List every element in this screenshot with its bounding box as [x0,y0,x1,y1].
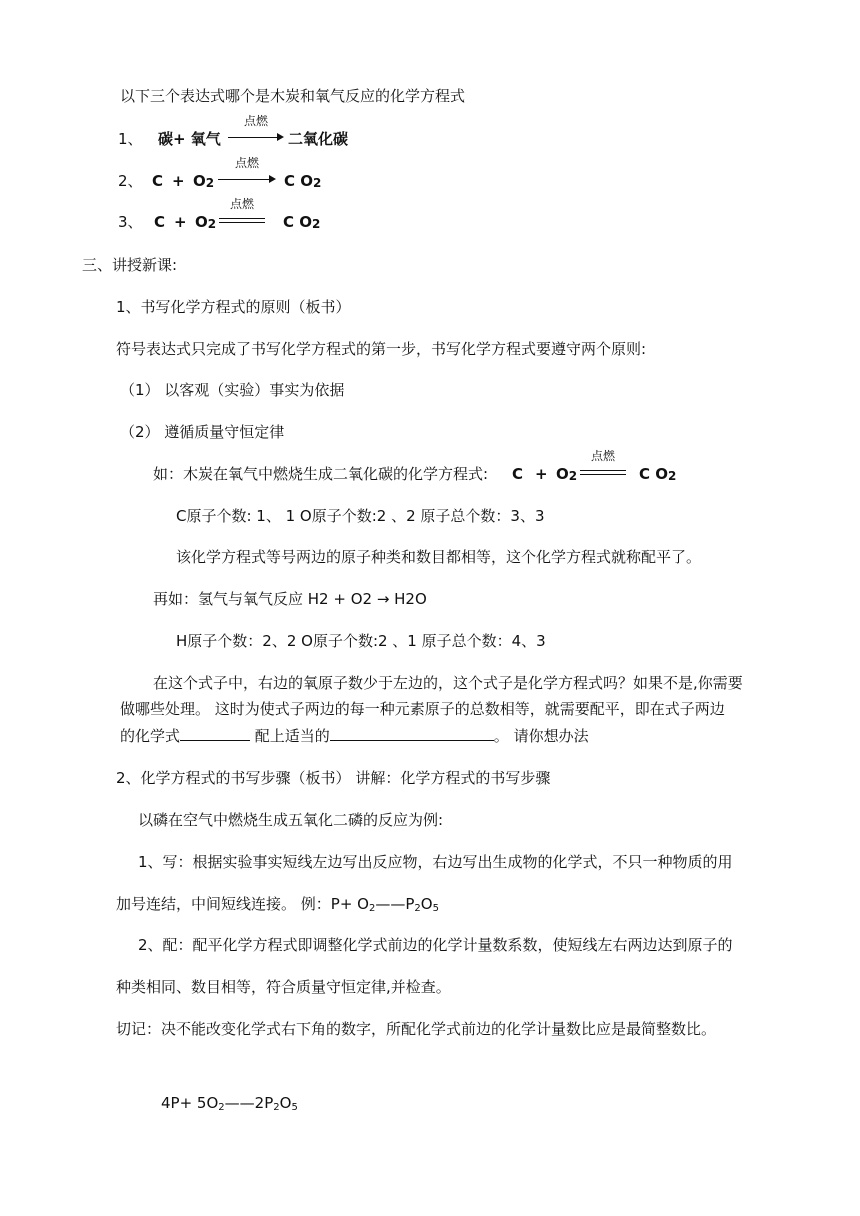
intro-question: 以下三个表达式哪个是木炭和氧气反应的化学方程式 [120,87,466,105]
atom-count-1: C原子个数: 1、 1 O原子个数:2 、2 原子总个数：3、3 [176,507,545,525]
principles-title: 1、书写化学方程式的原则（板书） [116,298,351,316]
example1-equals [580,449,626,483]
paragraph-line-3: 的化学式 配上适当的 。 请你想办法 [120,727,589,745]
steps-example-intro: 以磷在空气中燃烧生成五氧化二磷的反应为例: [138,811,444,829]
eq2-carbon: C [152,172,164,190]
eq2-number: 2、 [118,172,143,190]
caution-note: 切记：决不能改变化学式右下角的数字，所配化学式前边的化学计量数比应是最简整数比。 [116,1020,717,1038]
step2-line-2: 种类相同、数目相等，符合质量守恒定律,并检查。 [116,978,451,996]
eq2-arrow [218,156,276,190]
step2-line-1: 2、配：配平化学方程式即调整化学式前边的化学计量数系数，使短线左右两边达到原子的 [138,936,733,954]
eq2-condition: 点燃 [234,156,259,170]
example1-prefix: 如：木炭在氧气中燃烧生成二氧化碳的化学方程式: [153,465,489,483]
paragraph-line-1: 在这个式子中，右边的氧原子数少于左边的，这个式子是化学方程式吗？如果不是,你需要 [153,674,743,692]
example1-plus: + [535,465,548,483]
eq2-oxygen: O2 [193,172,215,190]
example1-carbon: C [512,465,524,483]
example1-condition: 点燃 [590,449,615,463]
eq3-condition: 点燃 [229,197,254,211]
eq2-product: C O2 [284,172,322,190]
eq3-number: 3、 [118,213,143,231]
step1-line-1: 1、写：根据实验事实短线左边写出反应物，右边写出生成物的化学式，不只一种物质的用 [138,853,733,871]
principles-intro: 符号表达式只完成了书写化学方程式的第一步，书写化学方程式要遵守两个原则: [116,340,647,358]
fill-blank-1 [180,726,250,741]
eq3-plus: + [174,213,187,231]
eq1-number: 1、 [118,130,143,148]
atom-count-2: H原子个数：2、2 O原子个数:2 、1 原子总个数：4、3 [176,632,546,650]
section-heading: 三、讲授新课: [82,256,178,274]
example1-oxygen: O2 [556,465,578,483]
principle-1: （1） 以客观（实验）事实为依据 [120,381,345,399]
final-equation: $4P+ 5O_2——2P_2O_5$ [161,1094,298,1113]
principle-2: （2） 遵循质量守恒定律 [120,423,285,441]
paragraph-line-2: 做哪些处理。 这时为使式子两边的每一种元素原子的总数相等，就需要配平，即在式子两边 [120,700,725,718]
fill-blank-2 [330,726,494,741]
example2-equation: 再如：氢气与氧气反应 H2 + O2 → H2O [153,590,427,608]
balanced-note: 该化学方程式等号两边的原子种类和数目都相等，这个化学方程式就称配平了。 [176,548,702,566]
eq1-condition: 点燃 [243,114,268,128]
example1-product: C O2 [639,465,677,483]
eq3-carbon: C [154,213,166,231]
eq1-arrow [228,114,284,148]
eq2-plus: + [172,172,185,190]
step1-line-2: 加号连结，中间短线连接。 例：$P+ O_2——P_2O_5$ [116,895,439,914]
eq1-product: 二氧化碳 [288,130,349,148]
eq3-equals [219,197,265,231]
eq3-product: C O2 [283,213,321,231]
steps-title: 2、化学方程式的书写步骤（板书） 讲解：化学方程式的书写步骤 [116,769,551,787]
eq1-reactants: 碳+ 氧气 [158,130,221,148]
eq3-oxygen: O2 [195,213,217,231]
